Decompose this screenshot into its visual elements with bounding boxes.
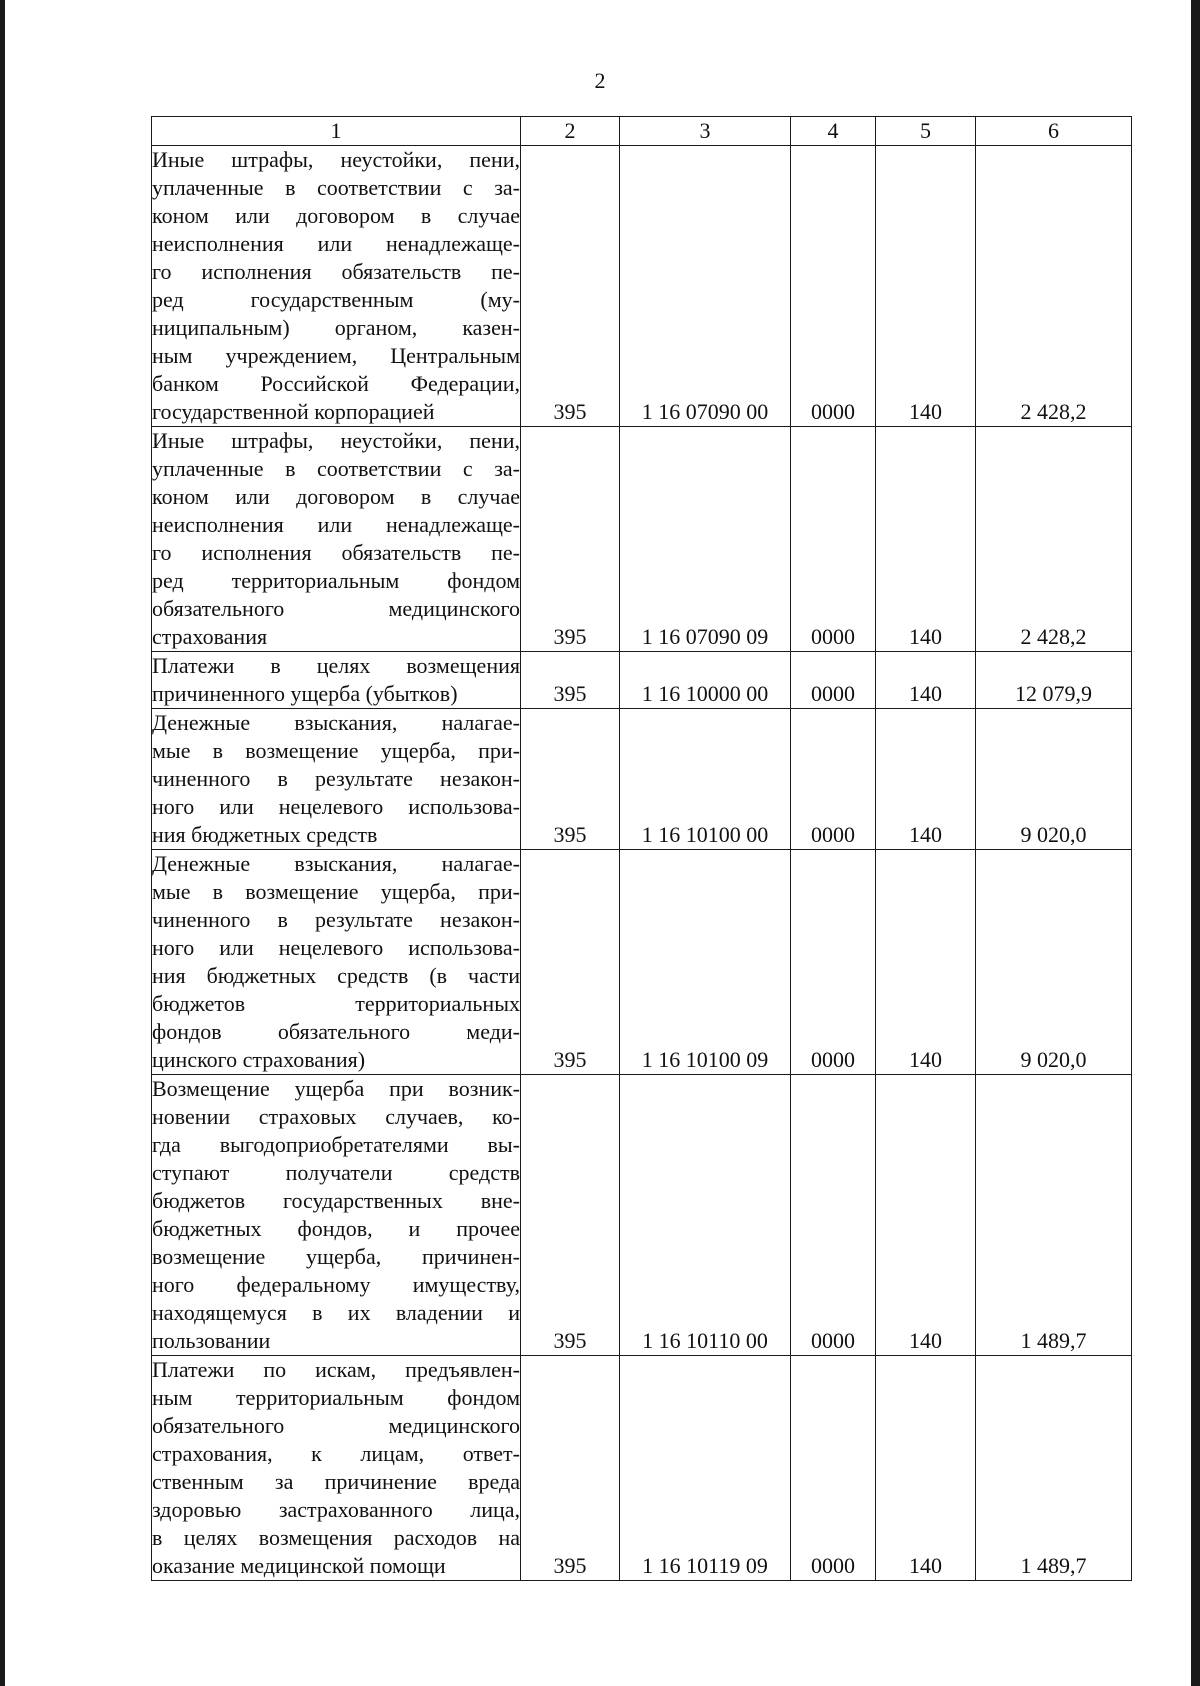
- description-line: бюджетных фондов, и прочее: [152, 1216, 520, 1241]
- row-description: [152, 427, 521, 652]
- row-code-revenue: 1 16 07090 09: [620, 427, 791, 652]
- table-row: [152, 427, 1132, 652]
- description-line: обязательного медицинского: [152, 596, 520, 621]
- revenue-table: [151, 116, 1132, 1581]
- row-amount: 2 428,2: [976, 427, 1132, 652]
- description-line: мые в возмещение ущерба, при-: [152, 738, 520, 763]
- row-description: [152, 652, 521, 709]
- description-line: обязательного медицинского: [152, 1413, 520, 1438]
- header-col-1: 1: [152, 117, 521, 146]
- description-line: цинского страхования): [152, 1047, 366, 1072]
- header-col-5: 5: [876, 117, 976, 146]
- row-code-sub: 0000: [791, 709, 876, 850]
- scan-edge-left: [0, 0, 5, 1686]
- row-code-admin: 395: [521, 146, 620, 427]
- description-line: ред государственным (му-: [152, 287, 520, 312]
- table-row: [152, 1075, 1132, 1356]
- row-description: [152, 709, 521, 850]
- description-line: коном или договором в случае: [152, 203, 520, 228]
- description-line: гда выгодоприобретателями вы-: [152, 1132, 520, 1157]
- row-code-revenue: 1 16 10000 00: [620, 652, 791, 709]
- row-amount: 1 489,7: [976, 1356, 1132, 1581]
- description-line: Возмещение ущерба при возник-: [152, 1076, 520, 1101]
- table-row: [152, 652, 1132, 709]
- description-line: ния бюджетных средств (в части: [152, 963, 520, 988]
- description-line: ред территориальным фондом: [152, 568, 520, 593]
- description-line: оказание медицинской помощи: [152, 1553, 446, 1578]
- table-row: [152, 850, 1132, 1075]
- row-code-class: 140: [876, 850, 976, 1075]
- header-col-4: 4: [791, 117, 876, 146]
- row-description: [152, 146, 521, 427]
- row-code-class: 140: [876, 1075, 976, 1356]
- row-code-revenue: 1 16 10100 09: [620, 850, 791, 1075]
- description-line: банком Российской Федерации,: [152, 371, 520, 396]
- row-code-sub: 0000: [791, 1356, 876, 1581]
- row-code-sub: 0000: [791, 427, 876, 652]
- description-line: Платежи в целях возмещения: [152, 653, 520, 678]
- description-line: страхования, к лицам, ответ-: [152, 1441, 520, 1466]
- description-line: бюджетов государственных вне-: [152, 1188, 520, 1213]
- description-line: Иные штрафы, неустойки, пени,: [152, 147, 520, 172]
- scan-edge-right: [1191, 0, 1200, 1686]
- row-amount: 1 489,7: [976, 1075, 1132, 1356]
- row-description: [152, 1075, 521, 1356]
- row-code-class: 140: [876, 652, 976, 709]
- description-line: пользовании: [152, 1328, 271, 1353]
- description-line: возмещение ущерба, причинен-: [152, 1244, 520, 1269]
- row-amount: 9 020,0: [976, 709, 1132, 850]
- header-col-6: 6: [976, 117, 1132, 146]
- description-line: Денежные взыскания, налагае-: [152, 851, 520, 876]
- header-col-3: 3: [620, 117, 791, 146]
- description-line: причиненного ущерба (убытков): [152, 681, 458, 706]
- description-line: фондов обязательного меди-: [152, 1019, 520, 1044]
- row-code-class: 140: [876, 709, 976, 850]
- row-code-class: 140: [876, 427, 976, 652]
- description-line: ступают получатели средств: [152, 1160, 520, 1185]
- description-line: го исполнения обязательств пе-: [152, 540, 520, 565]
- row-code-revenue: 1 16 07090 00: [620, 146, 791, 427]
- description-line: бюджетов территориальных: [152, 991, 520, 1016]
- row-amount: 12 079,9: [976, 652, 1132, 709]
- description-line: ного или нецелевого использова-: [152, 935, 520, 960]
- page-number: 2: [594, 68, 606, 93]
- row-code-sub: 0000: [791, 652, 876, 709]
- description-line: ния бюджетных средств: [152, 822, 378, 847]
- row-description: [152, 1356, 521, 1581]
- row-code-admin: 395: [521, 709, 620, 850]
- table-row: [152, 1356, 1132, 1581]
- description-line: коном или договором в случае: [152, 484, 520, 509]
- row-code-admin: 395: [521, 1356, 620, 1581]
- row-code-admin: 395: [521, 1075, 620, 1356]
- description-line: Платежи по искам, предъявлен-: [152, 1357, 520, 1382]
- description-line: уплаченные в соответствии с за-: [152, 456, 520, 481]
- description-line: ного или нецелевого использова-: [152, 794, 520, 819]
- description-line: неисполнения или ненадлежаще-: [152, 512, 520, 537]
- description-line: ного федеральному имуществу,: [152, 1272, 520, 1297]
- description-line: го исполнения обязательств пе-: [152, 259, 520, 284]
- header-col-2: 2: [521, 117, 620, 146]
- description-line: государственной корпорацией: [152, 399, 435, 424]
- row-description: [152, 850, 521, 1075]
- description-line: Иные штрафы, неустойки, пени,: [152, 428, 520, 453]
- row-code-admin: 395: [521, 652, 620, 709]
- description-line: ственным за причинение вреда: [152, 1469, 520, 1494]
- row-code-sub: 0000: [791, 1075, 876, 1356]
- table-header-row: [152, 117, 1132, 146]
- row-code-class: 140: [876, 1356, 976, 1581]
- description-line: неисполнения или ненадлежаще-: [152, 231, 520, 256]
- description-line: ным территориальным фондом: [152, 1385, 520, 1410]
- description-line: мые в возмещение ущерба, при-: [152, 879, 520, 904]
- description-line: Денежные взыскания, налагае-: [152, 710, 520, 735]
- description-line: в целях возмещения расходов на: [152, 1525, 520, 1550]
- description-line: чиненного в результате незакон-: [152, 907, 520, 932]
- description-line: уплаченные в соответствии с за-: [152, 175, 520, 200]
- description-line: страхования: [152, 624, 268, 649]
- row-amount: 9 020,0: [976, 850, 1132, 1075]
- description-line: здоровью застрахованного лица,: [152, 1497, 520, 1522]
- description-line: новении страховых случаев, ко-: [152, 1104, 520, 1129]
- description-line: находящемуся в их владении и: [152, 1300, 520, 1325]
- description-line: чиненного в результате незакон-: [152, 766, 520, 791]
- table-body: [152, 146, 1132, 1581]
- row-amount: 2 428,2: [976, 146, 1132, 427]
- row-code-admin: 395: [521, 850, 620, 1075]
- row-code-admin: 395: [521, 427, 620, 652]
- row-code-revenue: 1 16 10110 00: [620, 1075, 791, 1356]
- table-row: [152, 146, 1132, 427]
- row-code-sub: 0000: [791, 850, 876, 1075]
- description-line: ным учреждением, Центральным: [152, 343, 520, 368]
- row-code-sub: 0000: [791, 146, 876, 427]
- table-row: [152, 709, 1132, 850]
- row-code-revenue: 1 16 10100 00: [620, 709, 791, 850]
- row-code-class: 140: [876, 146, 976, 427]
- description-line: ниципальным) органом, казен-: [152, 315, 520, 340]
- row-code-revenue: 1 16 10119 09: [620, 1356, 791, 1581]
